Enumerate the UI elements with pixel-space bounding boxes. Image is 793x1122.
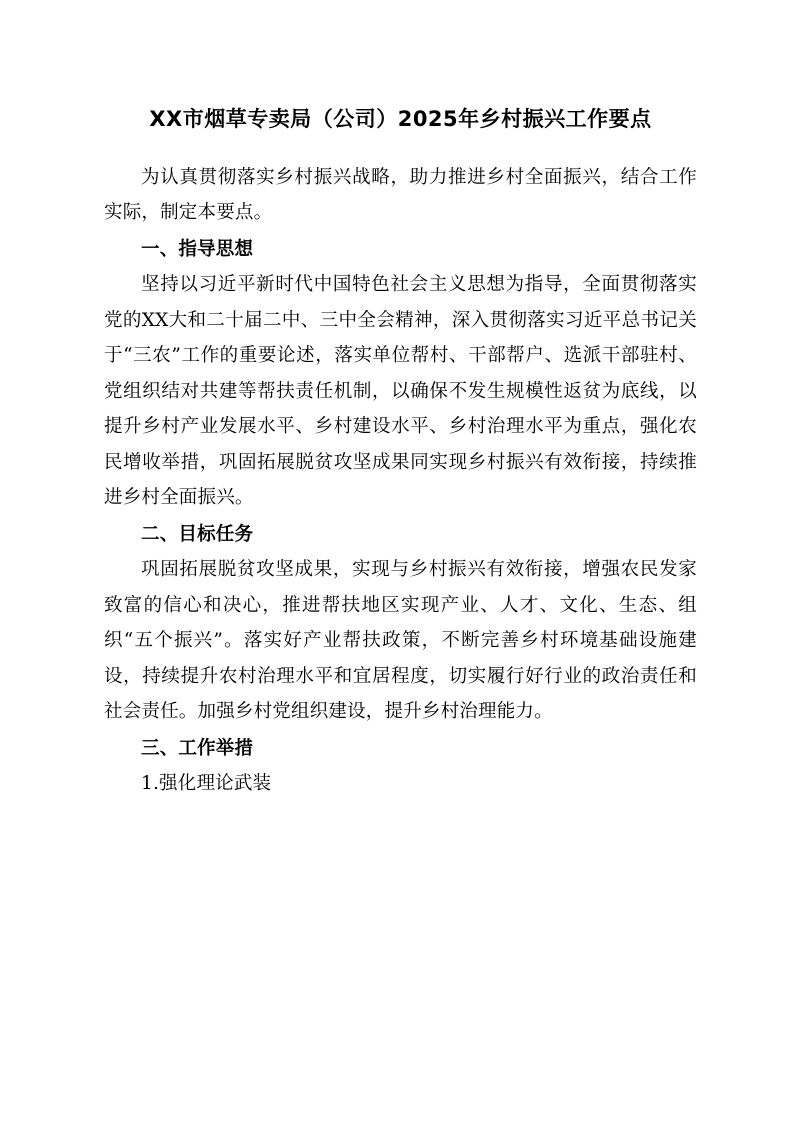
section-heading-measures: 三、工作举措 xyxy=(141,737,254,759)
paragraph-intro: 为认真贯彻落实乡村振兴战略，助力推进乡村全面振兴，结合工作实际，制定本要点。 xyxy=(104,166,697,224)
section-heading-objectives: 二、目标任务 xyxy=(141,523,254,545)
subsection-heading-theory: 1.强化理论武装 xyxy=(141,773,272,795)
section-heading-guiding-thought: 一、指导思想 xyxy=(141,238,254,260)
page-title: XX市烟草专卖局（公司）2025年乡村振兴工作要点 xyxy=(149,107,652,131)
paragraph-objectives: 巩固拓展脱贫攻坚成果，实现与乡村振兴有效衔接，增强农民发家致富的信心和决心，推进帮扶地区实现产业、人才、文化、生态、组织“五个振兴”。落实好产业帮扶政策，不断完善乡村环境基础设施建设，持续提升农村治理水平和宜居程度，切实履行好行业的政治责任和社会责任。加强乡村党组织建设，提升乡村治理能力。 xyxy=(104,559,697,723)
paragraph-guiding-thought: 坚持以习近平新时代中国特色社会主义思想为指导，全面贯彻落实党的XX大和二十届二中、三中全会精神，深入贯彻落实习近平总书记关于“三农”工作的重要论述，落实单位帮村、干部帮户、选派干部驻村、党组织结对共建等帮扶责任机制，以确保不发生规模性返贫为底线，以提升乡村产业发展水平、乡村建设水平、乡村治理水平为重点，强化农民增收举措，巩固拓展脱贫攻坚成果同实现乡村振兴有效衔接，持续推进乡村全面振兴。 xyxy=(104,274,697,509)
